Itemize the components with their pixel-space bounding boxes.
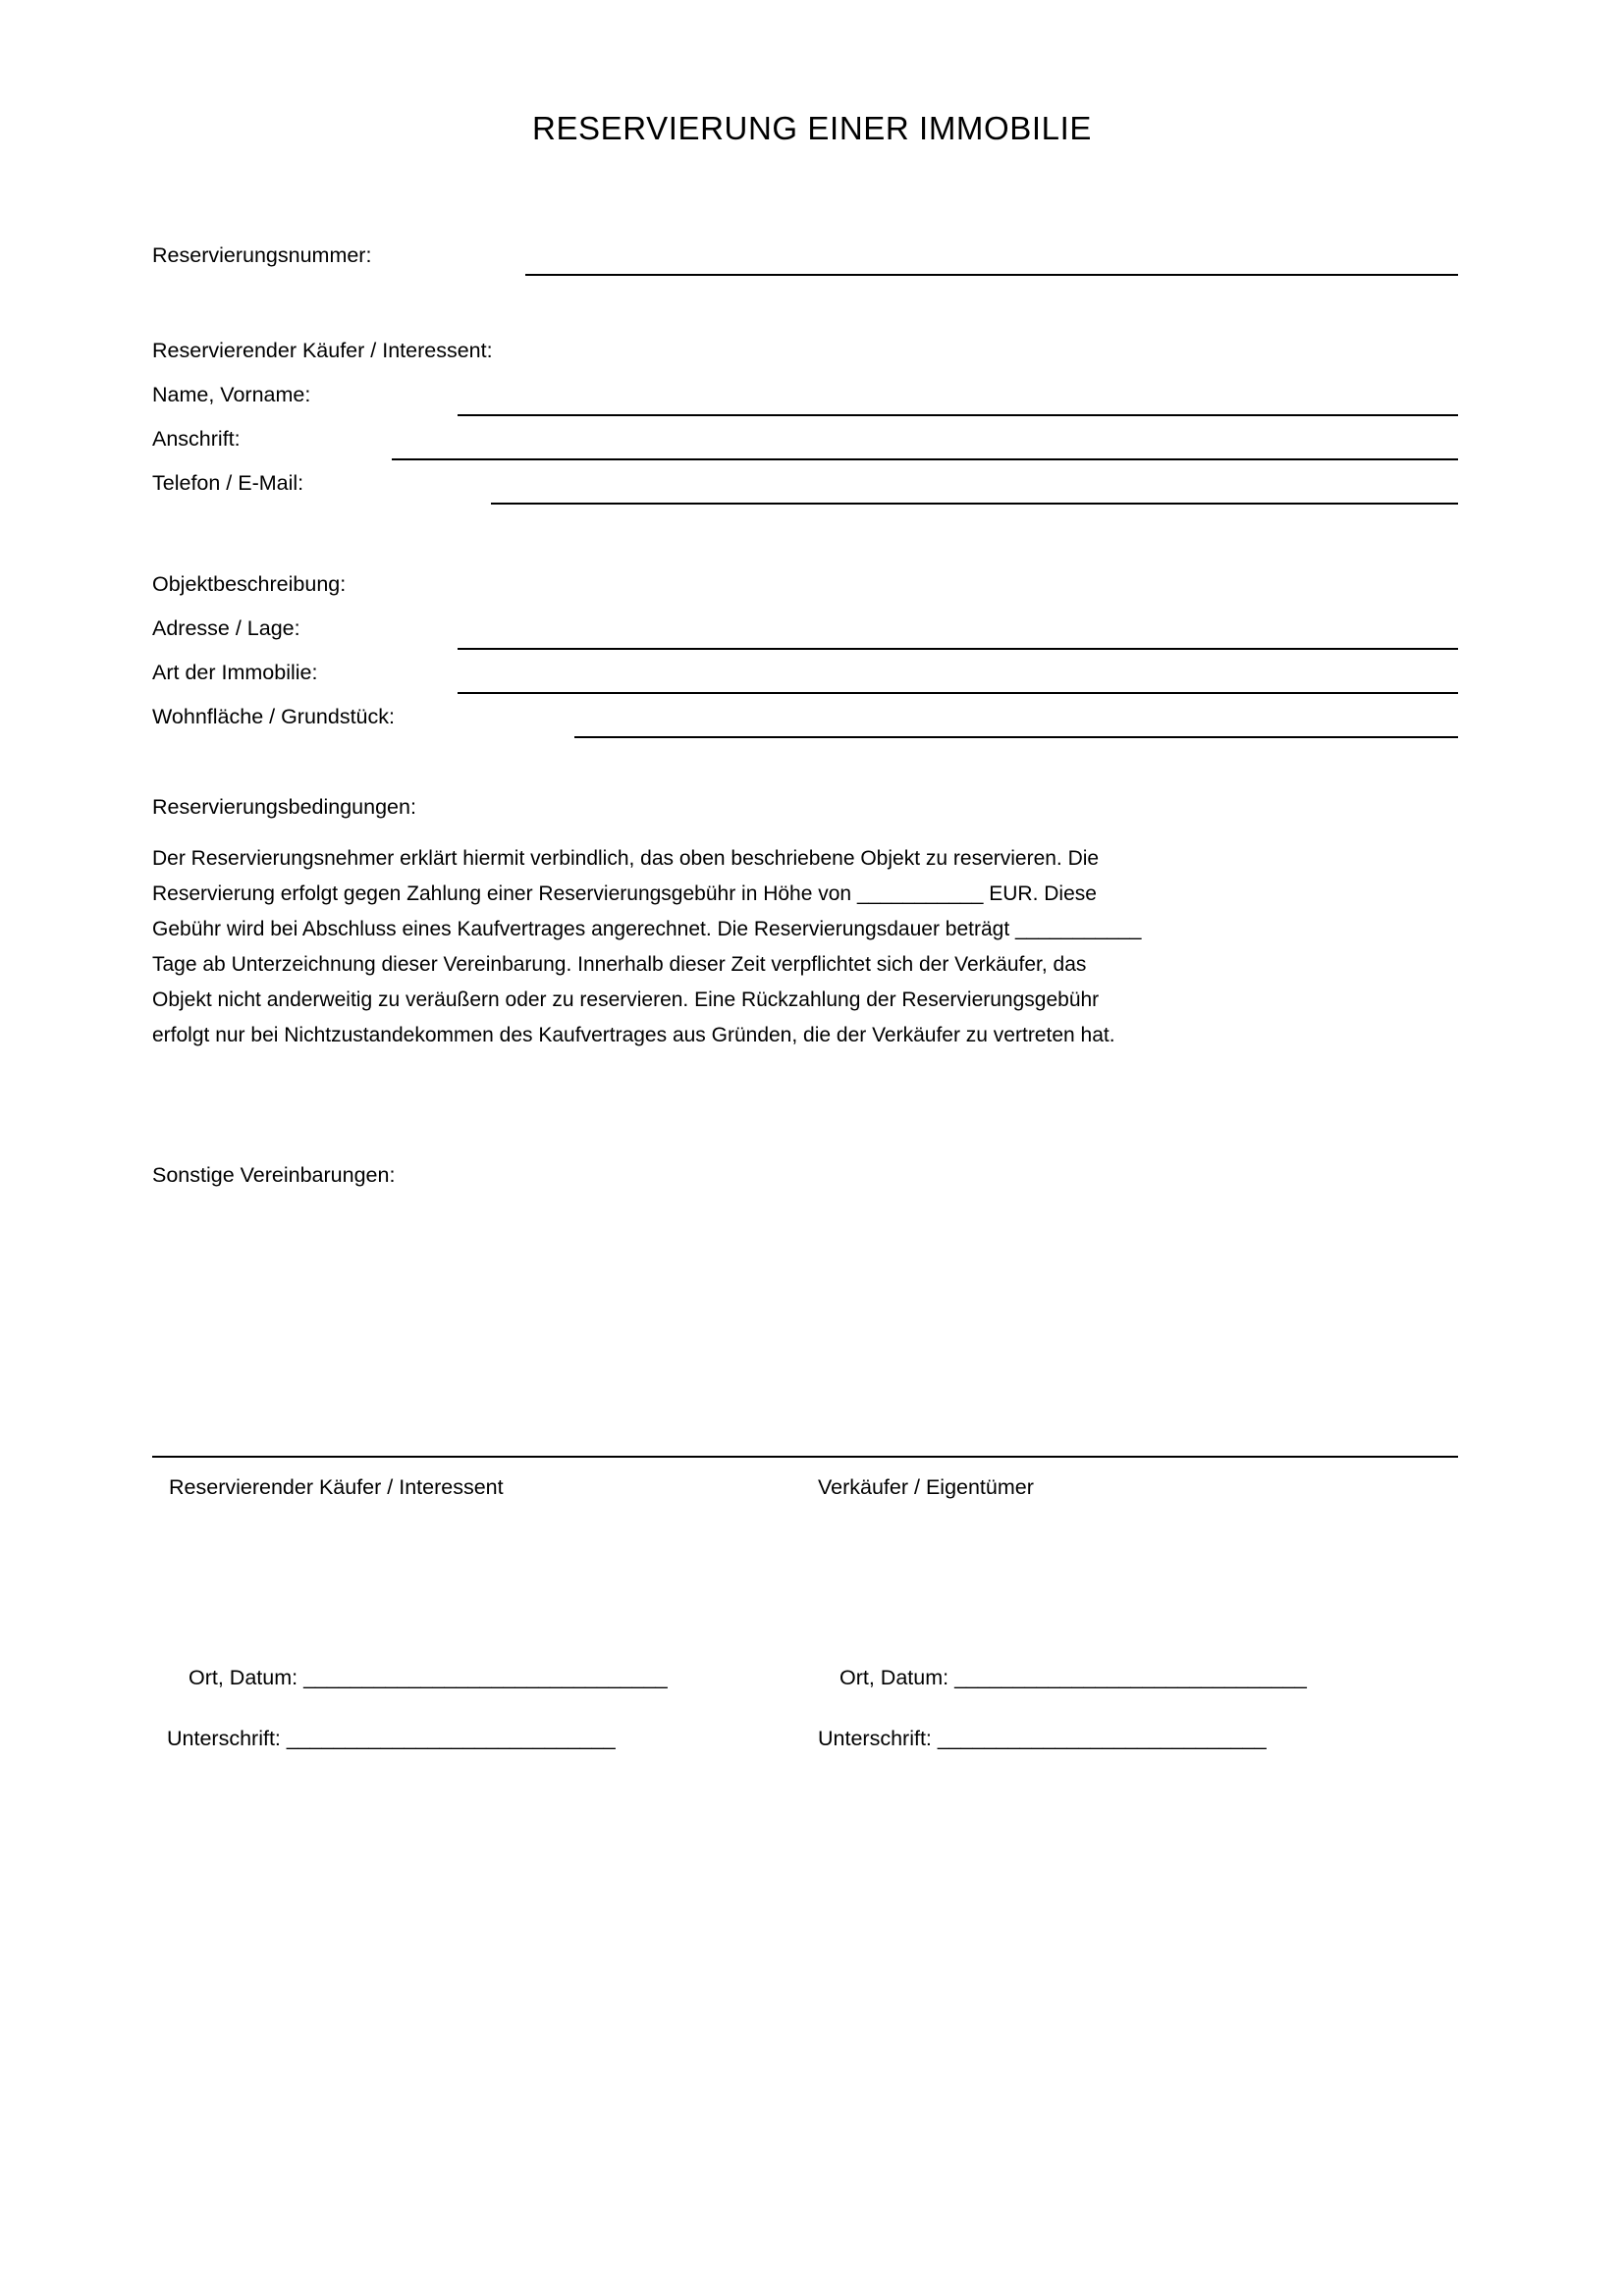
buyer-contact-input[interactable] bbox=[491, 503, 1458, 505]
buyer-address-label: Anschrift: bbox=[152, 427, 241, 451]
conditions-line: Tage ab Unterzeichnung dieser Vereinbarung. Innerhalb dieser Zeit verpflichtet sich der Verkäufer, das bbox=[152, 953, 1087, 976]
signature-party-right: Verkäufer / Eigentümer bbox=[818, 1475, 1034, 1499]
place-date-left[interactable]: Ort, Datum: _______________________________ bbox=[189, 1666, 668, 1689]
signature-party-left: Reservierender Käufer / Interessent bbox=[169, 1475, 504, 1499]
page-title: RESERVIERUNG EINER IMMOBILIE bbox=[532, 110, 1092, 146]
conditions-line: Gebühr wird bei Abschluss eines Kaufvertrages angerechnet. Die Reservierungsdauer beträgt ___________ bbox=[152, 918, 1142, 940]
buyer-section-heading: Reservierender Käufer / Interessent: bbox=[152, 339, 493, 362]
other-agreements-input[interactable] bbox=[152, 1198, 1458, 1433]
buyer-name-input[interactable] bbox=[458, 414, 1458, 416]
conditions-section-heading: Reservierungsbedingungen: bbox=[152, 795, 416, 819]
signature-right[interactable]: Unterschrift: ____________________________ bbox=[818, 1727, 1267, 1750]
reservation-number-label: Reservierungsnummer: bbox=[152, 243, 372, 267]
property-address-label: Adresse / Lage: bbox=[152, 616, 300, 640]
place-date-right[interactable]: Ort, Datum: ______________________________ bbox=[839, 1666, 1307, 1689]
buyer-name-label: Name, Vorname: bbox=[152, 383, 311, 406]
buyer-address-input[interactable] bbox=[392, 458, 1458, 460]
other-agreements-heading: Sonstige Vereinbarungen: bbox=[152, 1163, 396, 1187]
conditions-line: Reservierung erfolgt gegen Zahlung einer Reservierungsgebühr in Höhe von ___________ EUR. Diese bbox=[152, 882, 1097, 905]
conditions-line: erfolgt nur bei Nichtzustandekommen des Kaufvertrages aus Gründen, die der Verkäufer zu vertreten hat. bbox=[152, 1024, 1115, 1046]
conditions-line: Der Reservierungsnehmer erklärt hiermit verbindlich, das oben beschriebene Objekt zu reservieren. Die bbox=[152, 847, 1100, 870]
reservation-number-input[interactable] bbox=[525, 274, 1458, 276]
conditions-line: Objekt nicht anderweitig zu veräußern oder zu reservieren. Eine Rückzahlung der Reservierungsgebühr bbox=[152, 988, 1100, 1011]
signature-divider bbox=[152, 1456, 1458, 1458]
property-address-input[interactable] bbox=[458, 648, 1458, 650]
conditions-paragraph bbox=[152, 841, 1458, 1053]
property-type-label: Art der Immobilie: bbox=[152, 661, 318, 684]
signature-left[interactable]: Unterschrift: ____________________________ bbox=[167, 1727, 616, 1750]
property-area-input[interactable] bbox=[574, 736, 1458, 738]
property-area-label: Wohnfläche / Grundstück: bbox=[152, 705, 395, 728]
buyer-contact-label: Telefon / E-Mail: bbox=[152, 471, 304, 495]
property-type-input[interactable] bbox=[458, 692, 1458, 694]
property-section-heading: Objektbeschreibung: bbox=[152, 572, 347, 596]
